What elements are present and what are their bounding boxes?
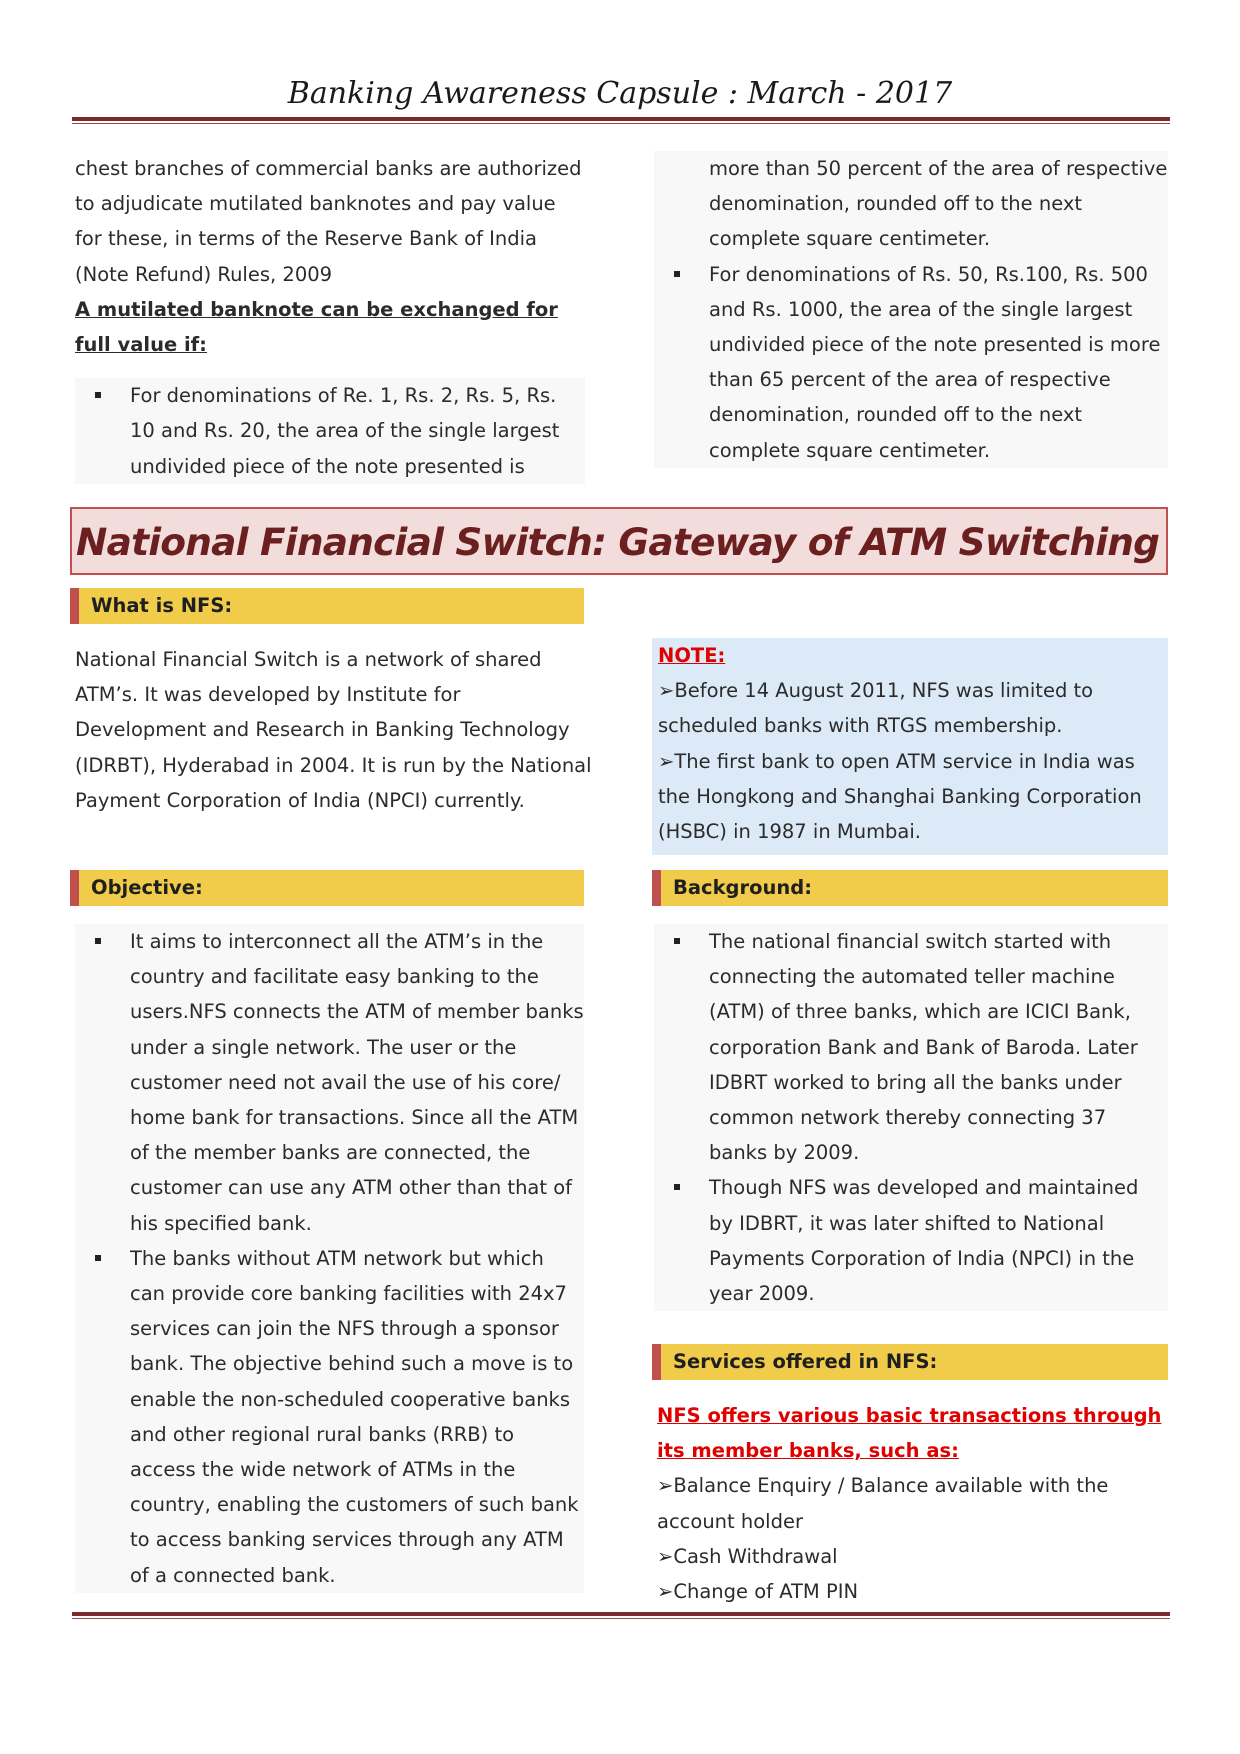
header-rule [72,117,1170,124]
section-banner [70,507,1168,575]
service-item: ➢Cash Withdrawal [657,1544,838,1568]
note-label: NOTE: [658,644,726,667]
list-item: Though NFS was developed and maintained by IDBRT, it was later shifted to National Payments Corporation of India (NPCI) in the year 2009. [709,1170,1168,1311]
services-heading: Services offered in NFS: [652,1344,1168,1380]
service-item: ➢Balance Enquiry / Balance available with the account holder [657,1474,1109,1533]
banner-title: National Financial Switch: Gateway of ATM Switching [76,520,1160,564]
note-item: ➢The first bank to open ATM service in India was the Hongkong and Shanghai Banking Corporation (HSBC) in 1987 in Mumbai. [658,749,1142,844]
background-column [654,924,1168,1311]
objective-column [75,924,584,1593]
service-item: ➢Change of ATM PIN [657,1580,859,1604]
continuation-paragraph: more than 50 percent of the area of respective denomination, rounded off to the next complete square centimeter. [709,157,1168,251]
list-item: For denominations of Re. 1, Rs. 2, Rs. 5, Rs. 10 and Rs. 20, the area of the single largest undivided piece of the note presented is [130,378,585,484]
what-is-nfs-paragraph: National Financial Switch is a network of shared ATM’s. It was developed by Institute for Development and Research in Banking Technology (IDRBT), Hyderabad in 2004. It is run by the National Payment Corporation of India (NPCI) currently. [75,648,592,812]
intro-paragraph: chest branches of commercial banks are authorized to adjudicate mutilated banknotes and pay value for these, in terms of the Reserve Bank of India (Note Refund) Rules, 2009 [75,157,582,286]
footer-rule [72,1612,1170,1619]
top-left-column [75,151,585,484]
list-item: The national financial switch started with connecting the automated teller machine (ATM) of three banks, which are ICICI Bank, corporation Bank and Bank of Baroda. Later IDBRT worked to bring all the banks under common network thereby connecting 37 banks by 2009. [709,924,1168,1170]
mutilated-note-heading: A mutilated banknote can be exchanged for full value if: [75,297,558,357]
objective-heading: Objective: [70,870,584,906]
list-item: For denominations of Rs. 50, Rs.100, Rs. 500 and Rs. 1000, the area of the single largest undivided piece of the note presented is more than 65 percent of the area of respective denomination, rounded off to the next complete square centimeter. [709,257,1168,468]
background-heading: Background: [652,870,1168,906]
services-column [657,1398,1167,1609]
what-is-nfs-heading: What is NFS: [70,588,584,624]
note-item: ➢Before 14 August 2011, NFS was limited to scheduled banks with RTGS membership. [658,679,1094,738]
what-is-nfs-text [75,642,595,818]
list-item: The banks without ATM network but which can provide core banking facilities with 24x7 services can join the NFS through a sponsor bank. The objective behind such a move is to enable the non-scheduled cooperative banks and other regional rural banks (RRB) to access the wide network of ATMs in the country, enabling the customers of such bank to access banking services through any ATM of a connected bank. [130,1241,584,1593]
note-box [652,638,1168,855]
list-item: It aims to interconnect all the ATM’s in the country and facilitate easy banking to the users.NFS connects the ATM of member banks under a single network. The user or the customer need not avail the use of his core/ home bank for transactions. Since all the ATM of the member banks are connected, the customer can use any ATM other than that of his specified bank. [130,924,584,1241]
services-intro: NFS offers various basic transactions through its member banks, such as: [657,1404,1162,1463]
page-header-title: Banking Awareness Capsule : March - 2017 [287,76,953,111]
top-right-column [654,151,1168,468]
bullet-block [75,378,585,484]
